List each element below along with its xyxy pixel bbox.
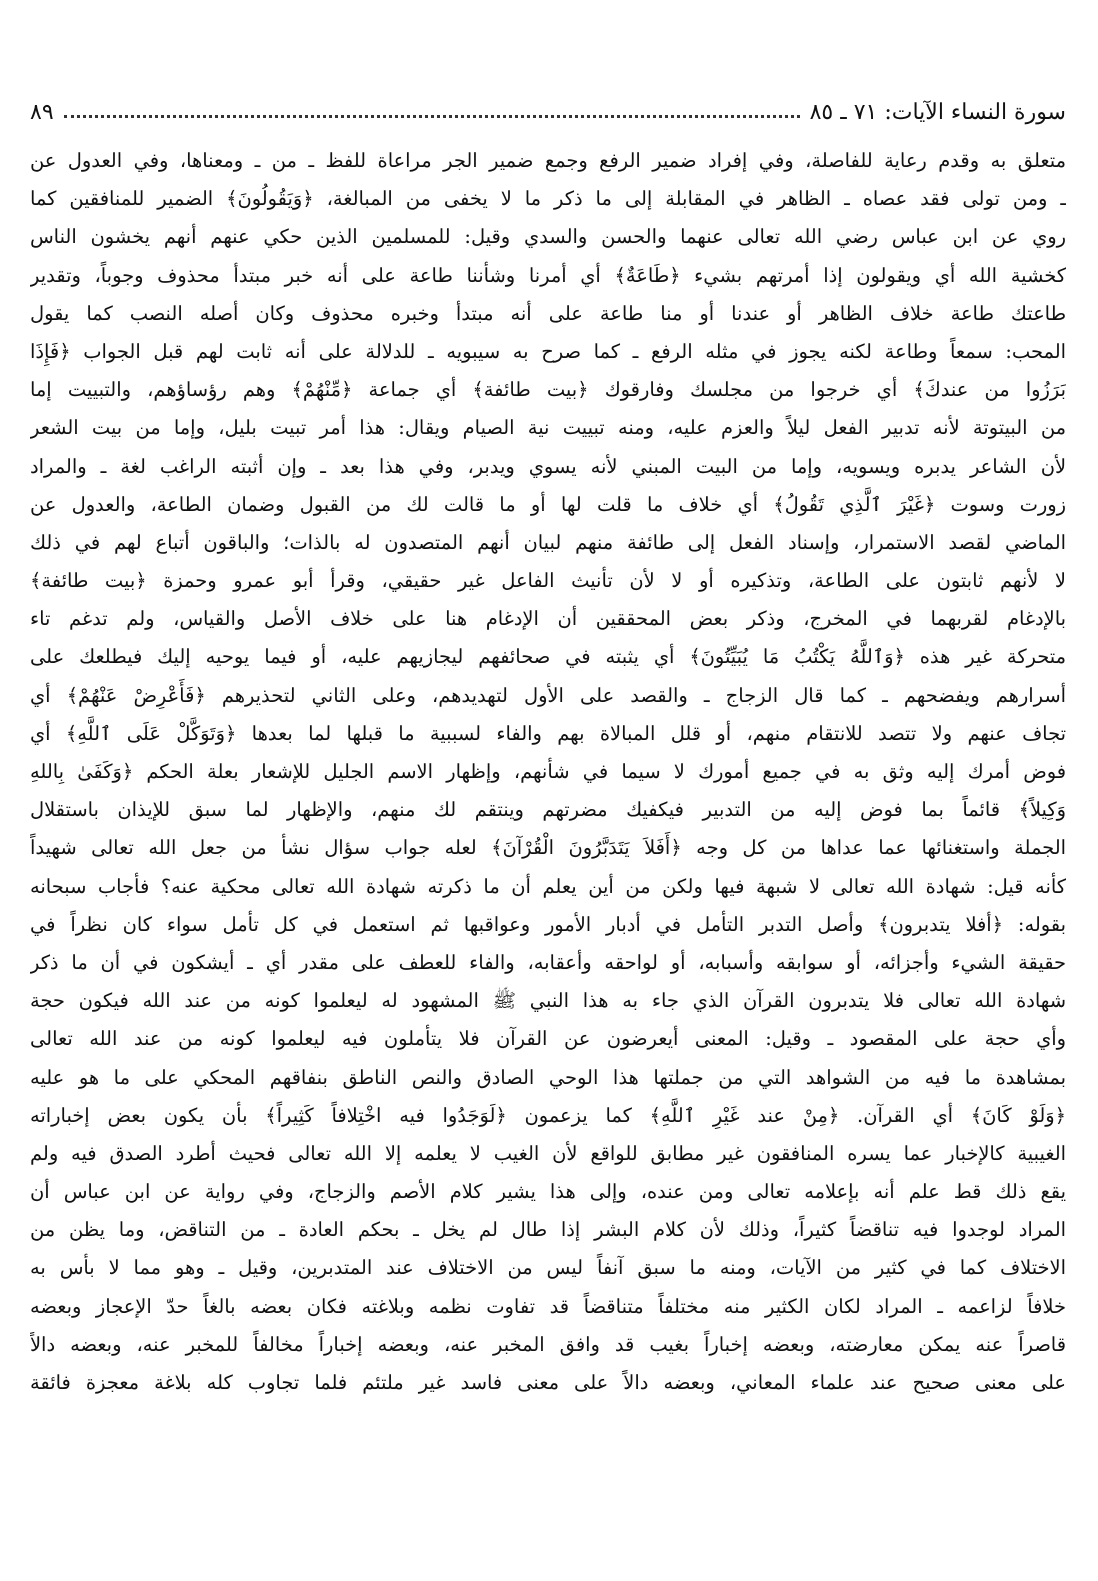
text-line: بمشاهدة ما فيه من الشواهد التي من جملتها هذا الوحي الصادق والنص الناطق بنفاقهم المحكي على ما هو عليه	[30, 1065, 1066, 1089]
text-line: المراد لوجدوا فيه تناقضاً كثيراً، وذلك لأن كلام البشر إذا طال لم يخل ـ بحكم العادة ـ من التناقض، وما يظن من	[30, 1218, 1066, 1242]
text-line: على معنى صحيح عند علماء المعاني، وبعضه دالاً على معنى فاسد غير ملتئم فلما تجاوب كله بلاغة معجزة فائقة	[30, 1371, 1066, 1394]
text-line: بقوله: ﴿أفلا يتدبرون﴾ وأصل التدبر التأمل في أدبار الأمور وعواقبها ثم استعمل في كل تأمل سواء كان نظراً في	[30, 912, 1066, 936]
text-line: متعلق به وقدم رعاية للفاصلة، وفي إفراد ضمير الرفع وجمع ضمير الجر مراعاة للفظ ـ من ـ ومعناها، وفي العدول عن	[30, 149, 1066, 172]
text-line: الاختلاف كما في كثير من الآيات، ومنه ما سبق آنفاً ليس من الاختلاف عند المتدبرين، وقيل ـ وهو مما لا بأس به	[30, 1256, 1066, 1280]
text-line: كخشية الله أي ويقولون إذا أمرتهم بشيء ﴿طَاعَةٌ﴾ أي أمرنا وشأننا طاعة على أنه خبر مبتدأ محذوف وجوباً، وتقدير	[30, 263, 1066, 287]
text-line: فوض أمرك إليه وثق به في جميع أمورك لا سيما في شأنهم، وإظهار الاسم الجليل للإشعار بعلة الحكم ﴿وَكَفَىٰ بِاللهِ	[30, 760, 1066, 783]
text-line: ـ ومن تولى فقد عصاه ـ الظاهر في المقابلة إلى ما ذكر ما لا يخفى من المبالغة، ﴿وَيَقُولُونَ﴾ الضمير للمنافقين كما	[30, 187, 1066, 211]
page-number: ٨٩	[30, 99, 54, 125]
page-header	[30, 92, 1066, 132]
text-line: متحركة غير هذه ﴿وَٱللَّهُ يَكْتُبُ مَا يُبَيِّتُونَ﴾ أي يثبته في صحائفهم ليجازيهم عليه، أو فيما يوحيه إليك فيطلعك على	[30, 645, 1066, 669]
text-line: وَكِيلاً﴾ قائماً بما فوض إليه من التدبير فيكفيك مضرتهم وينتقم لك منهم، والإظهار لما سبق للإيذان باستقلال	[30, 798, 1066, 822]
text-line: لأن الشاعر يدبره ويسويه، وإما من البيت المبني لأنه يسوي ويدبر، وفي هذا بعد ـ وإن أثبته الراغب لغة ـ والمراد	[30, 454, 1066, 478]
text-line: زورت وسوت ﴿غَيْرَ ٱلَّذِي تَقُولُ﴾ أي خلاف ما قلت لها أو ما قالت لك من القبول وضمان الطاعة، والعدول عن	[30, 492, 1066, 516]
text-line: طاعتك طاعة خلاف الظاهر أو عندنا أو منا طاعة على أنه مبتدأ وخبره محذوف وكان أصله النصب كما يقول	[30, 301, 1066, 325]
text-line: أسرارهم ويفضحهم ـ كما قال الزجاج ـ والقصد على الأول لتهديدهم، وعلى الثاني لتحذيرهم ﴿فَأَعْرِضْ عَنْهُمْ﴾ أي	[30, 683, 1066, 707]
text-line: روي عن ابن عباس رضي الله تعالى عنهما والحسن والسدي وقيل: للمسلمين الذين حكي عنهم أنهم يخشون الناس	[30, 225, 1066, 249]
text-line: الجملة واستغنائها عما عداها من كل وجه ﴿أَفَلاَ يَتَدَبَّرُونَ الْقُرْآنَ﴾ لعله جواب سؤال نشأ من جعل الله تعالى شهيداً	[30, 836, 1066, 860]
text-line: من البيتوتة لأنه تدبير الفعل ليلاً والعزم عليه، ومنه تبييت نية الصيام ويقال: هذا أمر تبيت بليل، وإما من بيت الشعر	[30, 416, 1066, 440]
text-line: قاصراً عنه يمكن معارضته، وبعضه إخباراً بغيب قد وافق المخبر عنه، وبعضه إخباراً مخالفاً للمخبر عنه، وبعضه دالاً	[30, 1332, 1066, 1356]
text-line: خلافاً لزاعمه ـ المراد لكان الكثير منه مختلفاً متناقضاً قد تفاوت نظمه وبلاغته فكان بعضه بالغاً حدّ الإعجاز وبعضه	[30, 1294, 1066, 1318]
body-text	[30, 142, 1066, 1402]
text-line: تجاف عنهم ولا تتصد للانتقام منهم، أو قلل المبالاة بهم والفاء لسببية ما قبلها لما بعدها ﴿وَتَوَكَّلْ عَلَى ٱللَّهِ﴾ أي	[30, 721, 1066, 745]
text-line: الغيبية كالإخبار عما يسره المنافقون غير مطابق للواقع لأن الغيب لا يعلمه إلا الله تعالى فحيث أطرد الصدق فيه ولم	[30, 1141, 1066, 1165]
text-line: وأي حجة على المقصود ـ وقيل: المعنى أيعرضون عن القرآن فلا يتأملون فيه ليعلموا كونه من عند الله تعالى	[30, 1027, 1066, 1051]
text-line: يقع ذلك قط علم أنه بإعلامه تعالى ومن عنده، وإلى هذا يشير كلام الأصم والزجاج، وفي رواية عن ابن عباس أن	[30, 1180, 1066, 1204]
text-line: الماضي لقصد الاستمرار، وإسناد الفعل إلى طائفة منهم لبيان أنهم المتصدون له بالذات؛ والباقون أتباع لهم في ذلك	[30, 530, 1066, 554]
header-dot-leader	[64, 115, 800, 118]
text-line: حقيقة الشيء وأجزائه، أو سوابقه وأسبابه، أو لواحقه وأعقابه، والفاء للعطف على مقدر أي ـ أيشكون في أن ما ذكر	[30, 950, 1066, 974]
text-line: بالإدغام لقربهما في المخرج، وذكر بعض المحققين أن الإدغام هنا على خلاف الأصل والقياس، ولم تدغم تاء	[30, 607, 1066, 631]
text-line: ﴿وَلَوْ كَانَ﴾ أي القرآن. ﴿مِنْ عند غَيْرِ ٱللَّهِ﴾ كما يزعمون ﴿لَوَجَدُوا فيه اخْتِلافاً كَثِيراً﴾ بأن يكون بعض إخباراته	[30, 1103, 1066, 1127]
text-line: لا لأنهم ثابتون على الطاعة، وتذكيره أو لا لأن تأنيث الفاعل غير حقيقي، وقرأ أبو عمرو وحمزة ﴿بيت طائفة﴾	[30, 569, 1066, 593]
text-line: كأنه قيل: شهادة الله تعالى لا شبهة فيها ولكن من أين يعلم أن ما ذكرته شهادة الله تعالى محكية عنه؟ فأجاب سبحانه	[30, 874, 1066, 898]
text-line: بَرَزُوا من عندكَ﴾ أي خرجوا من مجلسك وفارقوك ﴿بيت طائفة﴾ أي جماعة ﴿مِّنْهُمْ﴾ وهم رؤساؤهم، والتبييت إما	[30, 378, 1066, 402]
text-line: شهادة الله تعالى فلا يتدبرون القرآن الذي جاء به هذا النبي ﷺ المشهود له ليعلموا كونه من عند الله فيكون حجة	[30, 989, 1066, 1013]
running-title: سورة النساء الآيات: ٧١ ـ ٨٥	[809, 99, 1066, 125]
text-line: المحب: سمعاً وطاعة لكنه يجوز في مثله الرفع ـ كما صرح به سيبويه ـ للدلالة على أنه ثابت لهم قبل الجواب ﴿فَإِذَا	[30, 339, 1066, 363]
